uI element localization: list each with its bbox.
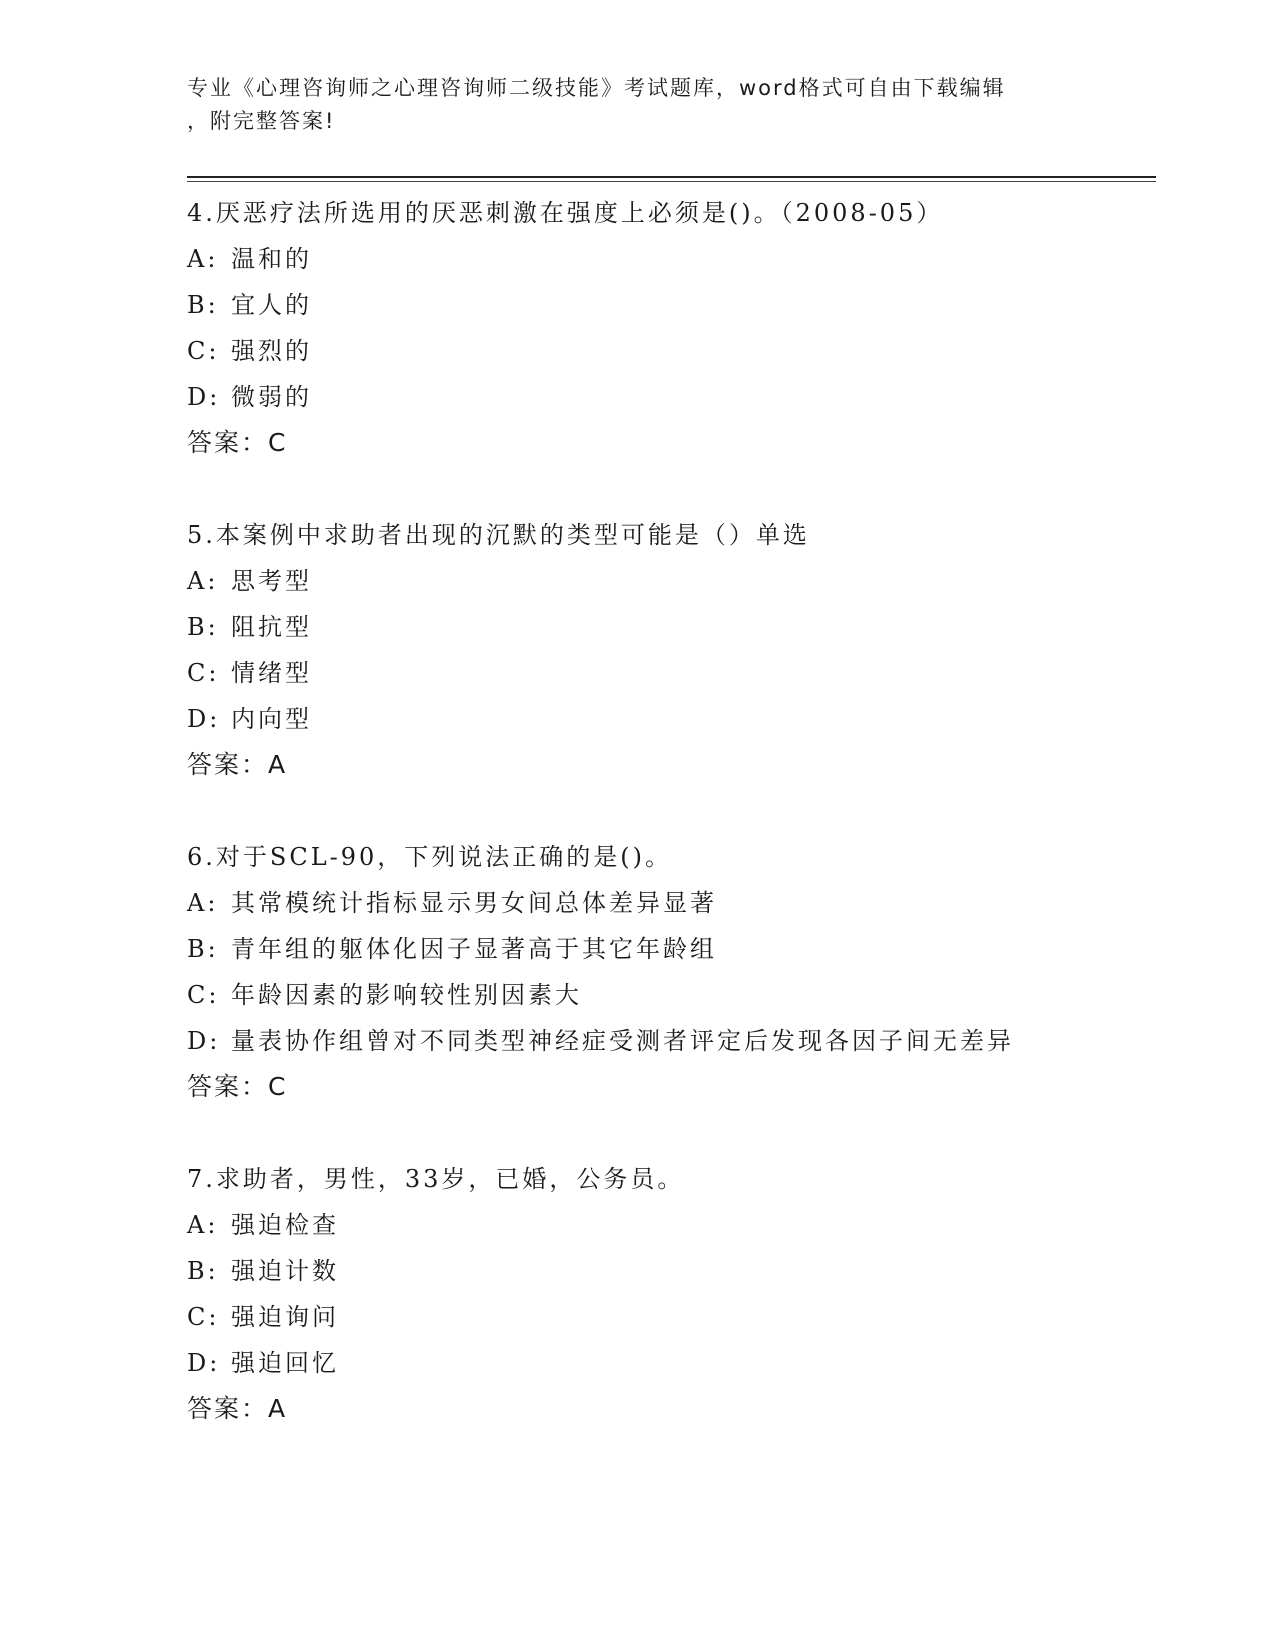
option-key: D:: [187, 383, 221, 411]
option-key: A:: [187, 889, 219, 917]
question-list: [187, 190, 1187, 1478]
question-item: [187, 834, 1187, 1110]
option-a: [187, 880, 1187, 926]
header-line-1: 专业《心理咨询师之心理咨询师二级技能》考试题库，word格式可自由下载编辑: [187, 76, 1006, 100]
option-c: [187, 1294, 1187, 1340]
option-text: 强迫询问: [231, 1303, 339, 1331]
option-key: B:: [187, 613, 219, 641]
option-c: [187, 650, 1187, 696]
answer-line: 答案：C: [187, 1072, 288, 1101]
question-item: [187, 190, 1187, 466]
option-text: 年龄因素的影响较性别因素大: [231, 981, 582, 1009]
document-header: [187, 72, 1087, 138]
option-a: [187, 236, 1187, 282]
option-text: 内向型: [231, 705, 312, 733]
option-text: 强烈的: [231, 337, 312, 365]
header-divider-thick: [187, 176, 1156, 178]
question-item: [187, 1156, 1187, 1432]
question-stem: 6.对于SCL-90，下列说法正确的是()。: [187, 843, 673, 871]
question-stem: 4.厌恶疗法所选用的厌恶刺激在强度上必须是()。（2008-05）: [187, 199, 944, 227]
option-key: D:: [187, 1349, 221, 1377]
answer-line: 答案：C: [187, 428, 288, 457]
option-key: C:: [187, 981, 220, 1009]
option-text: 微弱的: [231, 383, 312, 411]
answer-line: 答案：A: [187, 1394, 288, 1423]
option-key: A:: [187, 567, 219, 595]
question-stem: 7.求助者，男性，33岁，已婚，公务员。: [187, 1165, 685, 1193]
option-key: D:: [187, 705, 221, 733]
option-key: A:: [187, 245, 219, 273]
question-stem: 5.本案例中求助者出现的沉默的类型可能是（）单选: [187, 521, 810, 549]
answer-line: 答案：A: [187, 750, 288, 779]
option-key: A:: [187, 1211, 219, 1239]
option-b: [187, 1248, 1187, 1294]
option-key: C:: [187, 1303, 220, 1331]
option-text: 青年组的躯体化因子显著高于其它年龄组: [231, 935, 717, 963]
option-c: [187, 328, 1187, 374]
header-divider-thin: [187, 181, 1156, 182]
option-key: B:: [187, 291, 219, 319]
option-text: 强迫计数: [231, 1257, 339, 1285]
option-text: 宜人的: [231, 291, 312, 319]
option-d: [187, 374, 1187, 420]
option-b: [187, 282, 1187, 328]
option-key: C:: [187, 659, 220, 687]
option-a: [187, 558, 1187, 604]
option-d: [187, 1018, 1187, 1064]
option-key: B:: [187, 1257, 219, 1285]
option-b: [187, 926, 1187, 972]
question-item: [187, 512, 1187, 788]
option-text: 强迫回忆: [231, 1349, 339, 1377]
header-line-2: ，附完整答案!: [187, 109, 336, 133]
option-text: 温和的: [231, 245, 312, 273]
option-text: 强迫检查: [231, 1211, 339, 1239]
option-key: B:: [187, 935, 219, 963]
option-d: [187, 696, 1187, 742]
option-d: [187, 1340, 1187, 1386]
option-text: 其常模统计指标显示男女间总体差异显著: [231, 889, 717, 917]
option-key: C:: [187, 337, 220, 365]
option-key: D:: [187, 1027, 221, 1055]
option-c: [187, 972, 1187, 1018]
option-b: [187, 604, 1187, 650]
option-text: 阻抗型: [231, 613, 312, 641]
option-text: 量表协作组曾对不同类型神经症受测者评定后发现各因子间无差异: [231, 1027, 1014, 1055]
option-text: 思考型: [231, 567, 312, 595]
option-text: 情绪型: [231, 659, 312, 687]
option-a: [187, 1202, 1187, 1248]
